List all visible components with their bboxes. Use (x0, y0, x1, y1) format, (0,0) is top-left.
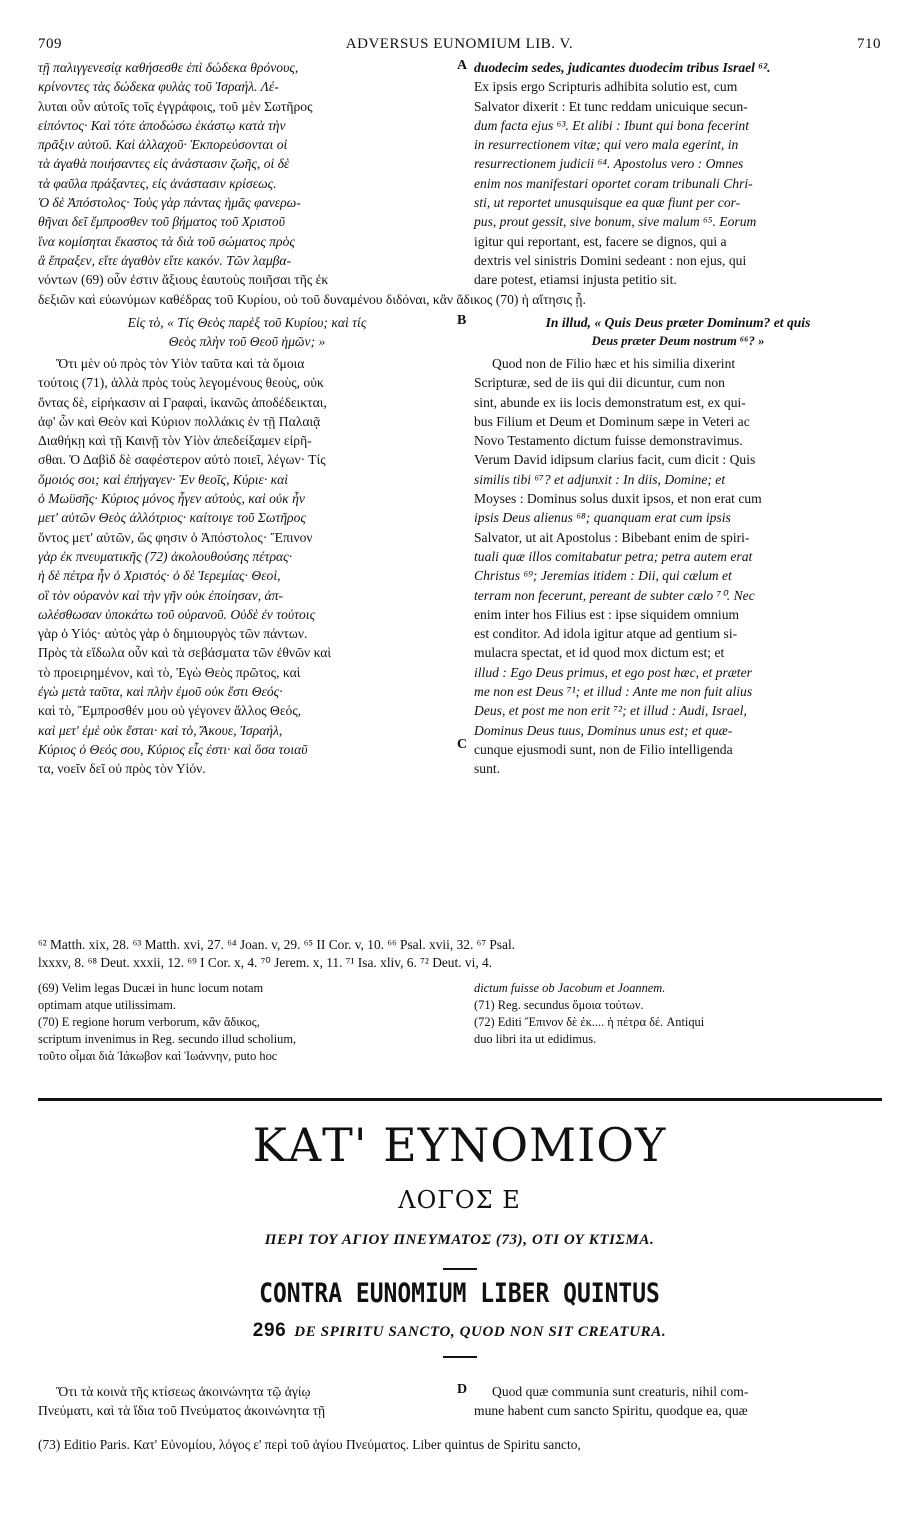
latin-line: dare potest, etiamsi injusta petitio sit. (474, 272, 677, 288)
latin-line: mulacra spectat, et id quod mox dictum est; et (474, 645, 725, 661)
latin-line: Moyses : Dominus solus duxit ipsos, et non erat cum (474, 491, 762, 507)
latin-book-title: CONTRA EUNOMIUM LIBER QUINTUS (259, 1278, 660, 1309)
greek-subheading (38, 313, 456, 352)
latin-line: in resurrectionem vitæ; qui vero mala egerint, in (474, 137, 739, 153)
latin-line: cunque ejusmodi sunt, non de Filio intelligenda (474, 741, 733, 757)
greek-line: Ὁ δὲ Ἀπόστολος· Τοὺς γὰρ πάντας ἡμᾶς φανερω- (38, 195, 301, 211)
latin-line: sunt. (474, 761, 501, 777)
greek-line: πρᾶξιν αὐτοῦ. Καὶ ἀλλαχοῦ· Ἐκπορεύσονται οἱ (38, 137, 288, 153)
greek-line: μετ' αὐτῶν Θεὸς ἀλλότριος· καίτοιγε τοῦ Σωτῆρος (38, 510, 306, 526)
running-header (38, 36, 881, 58)
greek-line: Ὅτι τὰ κοινὰ τῆς κτίσεως ἀκοινώνητα τῷ ἁγίῳ (56, 1384, 311, 1399)
latin-line: illud : Ego Deus primus, et ego post hæc, et præter (474, 664, 752, 680)
notes-right (474, 980, 882, 1048)
margin-marker-b: B (457, 313, 467, 328)
greek-column-mid (38, 354, 456, 779)
latin-line: sti, ut reportet unusquisque ea quæ fiunt per cor- (474, 195, 741, 211)
latin-line: Ex ipsis ergo Scripturis adhibita solutio est, cum (474, 79, 738, 95)
latin-column-top (474, 58, 882, 290)
greek-column-top (38, 58, 456, 290)
greek-line: ωλέσθωσαν ὑποκάτω τοῦ οὐρανοῦ. Οὐδὲ ἐν τούτοις (38, 606, 316, 622)
note-line: τοῦτο οἶμαι διὰ Ἰάκωβον καὶ Ἰωάννην, puto hoc (38, 1049, 278, 1063)
page-number-right: 710 (857, 36, 881, 52)
latin-line: mune habent cum sancto Spiritu, quodque ea, quæ (474, 1403, 748, 1419)
short-divider (443, 1356, 477, 1358)
latin-column-bottom (474, 1382, 882, 1421)
latin-line: bus Filium et Deum et Dominum sæpe in Veteri ac (474, 413, 750, 429)
note-line: duo libri ita ut edidimus. (474, 1032, 597, 1046)
latin-line: tuali quæ illos comitabatur petra; petra autem erat (474, 548, 753, 564)
latin-line: Salvator, ut ait Apostolus : Bibebant enim de spiri- (474, 529, 750, 545)
greek-line: ἐγὼ μετὰ ταῦτα, καὶ πλὴν ἐμοῦ οὐκ ἔστι Θεός· (38, 684, 283, 700)
notes-left (38, 980, 456, 1065)
latin-line: terram non fecerunt, pereant de subter cælo ⁷⁰. Nec (474, 587, 755, 603)
greek-line: τούτοις (71), ἀλλὰ πρὸς τοὺς λεγομένους θεοὺς, οὐκ (38, 375, 324, 391)
scripture-references (38, 936, 882, 972)
latin-line: duodecim sedes, judicantes duodecim tribus Israel ⁶². (474, 60, 771, 75)
reference-line: lxxxv, 8. ⁶⁸ Deut. xxxii, 12. ⁶⁹ I Cor. x, 4. ⁷⁰ Jerem. x, 11. ⁷¹ Isa. xliv, 6. ⁷² Deut. vi, 4. (38, 955, 493, 970)
latin-line: Verum David idipsum clarius facit, cum dicit : Quis (474, 452, 756, 468)
greek-line: ἀφ' ὧν καὶ Θεὸν καὶ Κύριον πολλάκις ἐν τῇ Παλαιᾷ (38, 413, 321, 429)
latin-line: pus, prout gessit, sive bonum, sive malum ⁶⁵. Eorum (474, 214, 757, 230)
page-number-left: 709 (38, 36, 62, 52)
greek-line: Πνεύματι, καὶ τὰ ἴδια τοῦ Πνεύματος ἀκοινώνητα τῇ (38, 1403, 326, 1419)
note-line: (70) E regione horum verborum, κἂν ἄδικος, (38, 1015, 260, 1029)
latin-line: dextris vel sinistris Domini sedeant : non ejus, qui (474, 252, 747, 268)
latin-column-mid (474, 354, 882, 779)
latin-line: resurrectionem judicii ⁶⁴. Apostolus vero : Omnes (474, 156, 744, 172)
latin-line: sint, abunde ex iis locis demonstratum est, ex qui- (474, 394, 746, 410)
latin-line: Christus ⁶⁹; Jeremias itidem : Dii, qui cælum et (474, 568, 732, 584)
greek-book-title: ΚΑΤ' ΕΥΝΟΜΙΟΥ (252, 1118, 667, 1172)
note-line: scriptum invenimus in Reg. secundo illud scholium, (38, 1032, 297, 1046)
latin-line: Scripturæ, sed de iis qui dii dicuntur, cum non (474, 375, 725, 391)
greek-line: νόντων (69) οὖν ἐστιν ἄξιους ἑαυτοὺς ποιῆσαι τῆς ἐκ (38, 272, 329, 288)
greek-line: ὁ Μωϋσῆς· Κύριος μόνος ἦγεν αὐτοὺς, καὶ οὐκ ἦν (38, 491, 305, 507)
greek-line: ὄντας δὲ, εἰρήκασιν αἱ Γραφαὶ, ἱκανῶς ἀποδέδεικται, (38, 394, 327, 410)
column-number: 296 (252, 1320, 287, 1341)
greek-line: εἰπόντος· Καὶ τότε ἀποδώσω ἑκάστῳ κατὰ τὴν (38, 117, 286, 133)
greek-line: τὰ ἀγαθὰ ποιήσαντες εἰς ἀνάστασιν ζωῆς, οἱ δὲ (38, 156, 290, 172)
latin-line: Quod quæ communia sunt creaturis, nihil com- (492, 1384, 749, 1399)
greek-line: τα, νοεῖν δεῖ οὐ πρὸς τὸν Υἱόν. (38, 761, 206, 777)
running-title: ADVERSUS EUNOMIUM LIB. V. (345, 36, 574, 52)
latin-line: enim nos manifestari oportet coram tribunali Chri- (474, 175, 753, 191)
greek-line: γὰρ ὁ Υἱός· αὐτὸς γὰρ ὁ δημιουργὸς τῶν πάντων. (38, 626, 308, 642)
greek-column-bottom (38, 1382, 456, 1421)
greek-line: Κύριος ὁ Θεός σου, Κύριος εἷς ἐστι· καὶ ὅσα τοιαῦ (38, 741, 308, 757)
latin-subtitle: DE SPIRITU SANCTO, QUOD NON SIT CREATURA. (294, 1324, 667, 1340)
latin-line: Dominus Deus tuus, Dominus unus est; et quæ- (474, 722, 733, 738)
margin-marker-c: C (457, 737, 468, 752)
greek-line: Διαθήκῃ καὶ τῇ Καινῇ τὸν Υἱὸν ἀπεδείξαμεν εἰρῆ- (38, 433, 312, 449)
greek-line: τῇ παλιγγενεσίᾳ καθήσεσθε ἐπὶ δώδεκα θρόνους, (38, 60, 299, 75)
latin-line: Deus, et post me non erit ⁷²; et illud : Audi, Israel, (474, 703, 747, 719)
greek-line: ἡ δὲ πέτρα ἦν ὁ Χριστός· ὁ δὲ Ἱερεμίας· Θεοὶ, (38, 568, 281, 584)
greek-subheading-line: Εἰς τὸ, « Τίς Θεὸς παρὲξ τοῦ Κυρίου; καὶ τίς (127, 315, 367, 330)
greek-line: κρίνοντες τὰς δώδεκα φυλὰς τοῦ Ἰσραήλ. Λέ- (38, 79, 279, 95)
note-line: dictum fuisse ob Jacobum et Joannem. (474, 981, 666, 995)
greek-line: Ὅτι μὲν οὐ πρὸς τὸν Υἱὸν ταῦτα καὶ τὰ ὅμοια (56, 356, 305, 371)
latin-line: igitur qui reportant, est, facere se dignos, qui a (474, 233, 727, 249)
note-line: optimam atque utilissimam. (38, 998, 177, 1012)
greek-line: ὅμοιός σοι; καὶ ἐπήγαγεν· Ἐν θεοῖς, Κύριε· καὶ (38, 471, 289, 487)
latin-subheading (474, 313, 882, 352)
greek-full-width-line: δεξιῶν καὶ εὐωνύμων καθέδρας τοῦ Κυρίου, οὐ τοῦ δυναμένου διδόναι, κἂν ἄδικος (70) ἡ αἴτησις ᾖ. (38, 292, 586, 307)
greek-subheading-line: Θεὸς πλὴν τοῦ Θεοῦ ἡμῶν; » (168, 334, 326, 350)
note-line: (69) Velim legas Ducæi in hunc locum notam (38, 981, 264, 995)
latin-line: Novo Testamento dictum fuisse demonstravimus. (474, 433, 743, 449)
greek-line: τὸ προειρημένον, καὶ τὸ, Ἐγὼ Θεὸς πρῶτος, καὶ (38, 664, 301, 680)
margin-marker-a: A (457, 58, 468, 73)
latin-line: dum facta ejus ⁶³. Et alibi : Ibunt qui bona fecerint (474, 117, 749, 133)
latin-subheading-line: In illud, « Quis Deus præter Dominum? et quis (545, 315, 811, 330)
latin-line: enim inter hos Filius est : ipse siquidem omnium (474, 606, 740, 622)
short-divider (443, 1268, 477, 1270)
greek-line: σθαι. Ὁ Δαβὶδ δὲ σαφέστερον αὐτὸ ποιεῖ, λέγων· Τίς (38, 452, 326, 468)
greek-line: λυται οὖν αὐτοῖς τοῖς ἐγγράφοις, τοῦ μὲν Σωτῆρος (38, 98, 313, 114)
greek-line: ἃ ἔπραξεν, εἴτε ἀγαθὸν εἴτε κακόν. Τῶν λαμβα- (38, 252, 292, 268)
latin-line: similis tibi ⁶⁷? et adjunxit : In diis, Domine; et (474, 471, 726, 487)
greek-logos-heading: ΛΟΓΟΣ Ε (398, 1186, 521, 1214)
latin-subtitle-row (0, 1320, 919, 1342)
note-line: (71) Reg. secundus ὅμοια τούτων. (474, 998, 644, 1012)
greek-line: καὶ τὸ, Ἔμπροσθέν μου οὐ γέγονεν ἄλλος Θεός, (38, 703, 302, 719)
greek-line: Πρὸς τὰ εἴδωλα οὖν καὶ τὰ σεβάσματα τῶν ἐθνῶν καὶ (38, 645, 332, 661)
greek-line: γὰρ ἐκ πνευματικῆς (72) ἀκολουθούσης πέτρας· (38, 548, 293, 564)
reference-line: ⁶² Matth. xix, 28. ⁶³ Matth. xvi, 27. ⁶⁴ Joan. v, 29. ⁶⁵ II Cor. v, 10. ⁶⁶ Psal. xvii, 32. ⁶⁷ Psal. (38, 937, 516, 952)
latin-line: me non est Deus ⁷¹; et illud : Ante me non fuit alius (474, 684, 753, 700)
note-line: (72) Editi Ἔπινον δὲ ἐκ.... ἡ πέτρα δέ. Antiqui (474, 1015, 705, 1029)
greek-line: θῆναι δεῖ ἔμπροσθεν τοῦ βήματος τοῦ Χριστοῦ (38, 214, 285, 230)
latin-subheading-line: Deus præter Deum nostrum ⁶⁶? » (591, 334, 765, 349)
note-73: (73) Editio Paris. Κατ' Εὐνομίου, λόγος ε' περὶ τοῦ ἁγίου Πνεύματος. Liber quintus de Spiritu sancto, (38, 1437, 581, 1452)
margin-marker-d: D (457, 1382, 468, 1397)
greek-subtitle: ΠΕΡΙ ΤΟΥ ΑΓΙΟΥ ΠΝΕΥΜΑΤΟΣ (73), ΟΤΙ ΟΥ ΚΤΙΣΜΑ. (264, 1232, 655, 1248)
greek-line: ἵνα κομίσηται ἕκαστος τὰ διὰ τοῦ σώματος πρὸς (38, 233, 295, 249)
latin-line: ipsis Deus alienus ⁶⁸; quanquam erat cum ipsis (474, 510, 731, 526)
greek-line: τὰ φαῦλα πράξαντες, εἰς ἀνάστασιν κρίσεως. (38, 175, 277, 191)
greek-line: οἳ τὸν οὐρανὸν καὶ τὴν γῆν οὐκ ἐποίησαν, ἀπ- (38, 587, 284, 603)
greek-line: καὶ μετ' ἐμὲ οὐκ ἔσται· καὶ τὸ, Ἄκουε, Ἰσραήλ, (38, 722, 283, 738)
latin-line: Salvator dixerit : Et tunc reddam unicuique secun- (474, 98, 748, 114)
greek-line: ὄντος μετ' αὐτῶν, ὥς φησιν ὁ Ἀπόστολος· Ἔπινον (38, 529, 313, 545)
latin-line: est conditor. Ad idola igitur atque ad gentium si- (474, 626, 738, 642)
section-divider (38, 1098, 882, 1101)
latin-line: Quod non de Filio hæc et his similia dixerint (492, 356, 736, 371)
